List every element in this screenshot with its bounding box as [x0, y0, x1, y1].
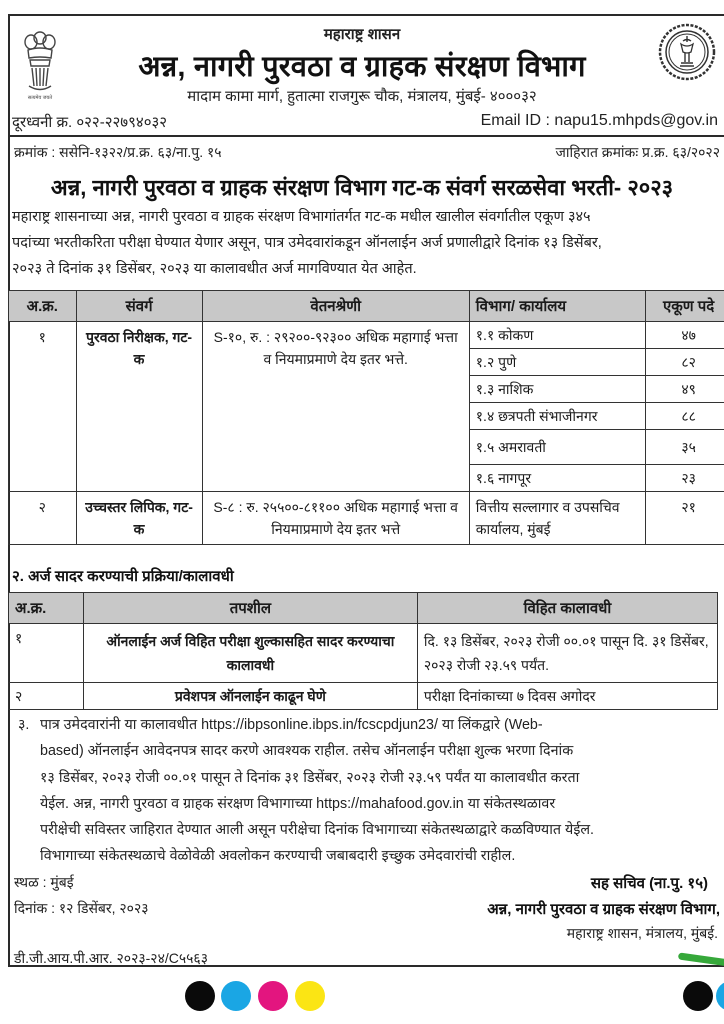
section-3-line: परीक्षेची सविस्तर जाहिरात देण्यात आली असून परीक्षेचा दिनांक विभागाच्या संकेतस्थळाद्वारे कळविण्यात येईल.	[40, 822, 595, 839]
table-row	[9, 492, 724, 545]
cell-office: १.३ नाशिक	[469, 376, 645, 403]
print-dot-black	[185, 981, 215, 1011]
intro-paragraph	[12, 204, 720, 282]
government-name: महाराष्ट्र शासन	[323, 26, 401, 43]
intro-line: २०२३ ते दिनांक ३१ डिसेंबर, २०२३ या कालावधीत अर्ज मागविण्यात येत आहेत.	[12, 261, 417, 277]
cell-posts: ३५	[646, 430, 724, 465]
header-divider	[8, 135, 724, 137]
section-2-title: २. अर्ज सादर करण्याची प्रक्रिया/कालावधी	[12, 568, 234, 585]
signatory-department: अन्न, नागरी पुरवठा व ग्राहक संरक्षण विभाग,	[487, 901, 720, 918]
print-dot-magenta	[258, 981, 288, 1011]
cell-posts: ४९	[646, 376, 724, 403]
cell-cadre: उच्चस्तर लिपिक, गट-क	[76, 492, 202, 545]
cell-sr: २	[9, 683, 84, 710]
cell-pay-scale: S-१०, रु. : २९२००-९२३०० अधिक महागाई भत्ता व नियमाप्रमाणे देय इतर भत्ते.	[202, 322, 469, 492]
section-3-line: १३ डिसेंबर, २०२३ रोजी ००.०१ पासून ते दिनांक ३१ डिसेंबर, २०२३ रोजी २३.५९ पर्यंत या कालावधीत करता	[40, 769, 580, 786]
signatory-location: महाराष्ट्र शासन, मंत्रालय, मुंबई.	[566, 925, 718, 941]
intro-line: पदांच्या भरतीकरिता परीक्षा घेण्यात येणार असून, पात्र उमेदवारांकडून ऑनलाईन अर्ज प्रणालीद्वारे दिनांक १३ डिसेंबर,	[12, 235, 602, 251]
section-3-number: ३.	[18, 717, 30, 733]
cell-detail: ऑनलाईन अर्ज विहित परीक्षा शुल्कासहित सादर करण्याचा कालावधी	[83, 624, 417, 683]
signatory-title: सह सचिव (ना.पु. १५)	[590, 875, 708, 892]
column-header-sr: अ.क्र.	[9, 291, 77, 322]
department-address: मादाम कामा मार्ग, हुतात्मा राजगुरू चौक, मंत्रालय, मुंबई- ४०००३२	[187, 88, 537, 105]
cell-posts: २१	[646, 492, 724, 545]
table-header-row	[9, 593, 718, 624]
advertisement-number: जाहिरात क्रमांकः प्र.क्र. ६३/२०२२	[555, 144, 720, 160]
column-header-pay-scale: वेतनश्रेणी	[202, 291, 469, 322]
department-title: अन्न, नागरी पुरवठा व ग्राहक संरक्षण विभाग	[138, 51, 586, 83]
cell-sr: १	[9, 322, 77, 492]
section-3-paragraph	[18, 712, 718, 870]
intro-line: महाराष्ट्र शासनाच्या अन्न, नागरी पुरवठा व ग्राहक संरक्षण विभागांतर्गत गट-क मधील खालील संवर्गातील एकूण ३४५	[12, 209, 591, 225]
dgipr-number: डी.जी.आय.पी.आर. २०२३-२४/C५५६३	[14, 950, 208, 966]
column-header-cadre: संवर्ग	[76, 291, 202, 322]
print-dot-cyan	[716, 981, 724, 1011]
cell-office: १.१ कोकण	[469, 322, 645, 349]
table-header-row	[9, 291, 724, 322]
print-dot-cyan	[221, 981, 251, 1011]
cell-office: १.५ अमरावती	[469, 430, 645, 465]
table-row	[9, 683, 718, 710]
cell-sr: १	[9, 624, 84, 683]
recruitment-heading: अन्न, नागरी पुरवठा व ग्राहक संरक्षण विभाग गट-क संवर्ग सरळसेवा भरती- २०२३	[50, 175, 674, 200]
cell-posts: २३	[646, 465, 724, 492]
email-address[interactable]: Email ID : napu15.mhpds@gov.in	[480, 112, 718, 129]
issue-date: दिनांक : १२ डिसेंबर, २०२३	[14, 900, 149, 916]
section-3-line: विभागाच्या संकेतस्थळाचे वेळोवेळी अवलोकन करण्याची जबाबदारी इच्छुक उमेदवारांची राहील.	[40, 848, 516, 865]
column-header-office: विभाग/ कार्यालय	[469, 291, 645, 322]
cell-posts: ४७	[646, 322, 724, 349]
phone-number: दूरध्वनी क्र. ०२२-२२७९४०३२	[12, 114, 168, 131]
section-3-line: based) ऑनलाईन आवेदनपत्र सादर करणे आवश्यक राहील. तसेच ऑनलाईन परीक्षा शुल्क भरणा दिनांक	[40, 743, 574, 760]
column-header-sr: अ.क्र.	[9, 593, 84, 624]
print-dot-black	[683, 981, 713, 1011]
place: स्थळ : मुंबई	[14, 874, 74, 890]
section-3-line[interactable]: पात्र उमेदवारांनी या कालावधीत https://ibpsonline.ibps.in/fcscpdjun23/ या लिंकद्वारे (Web-	[40, 717, 543, 733]
emblem-motto: सत्यमेव जयते	[27, 95, 53, 101]
column-header-detail: तपशील	[83, 593, 417, 624]
cell-office: १.४ छत्रपती संभाजीनगर	[469, 403, 645, 430]
cell-period: परीक्षा दिनांकाच्या ७ दिवस अगोदर	[417, 683, 717, 710]
cell-office: वित्तीय सल्लागार व उपसचिव कार्यालय, मुंबई	[469, 492, 645, 545]
cell-posts: ८२	[646, 349, 724, 376]
section-3-line[interactable]: येईल. अन्न, नागरी पुरवठा व ग्राहक संरक्षण विभागाच्या https://mahafood.gov.in या संकेतस्थळावर	[40, 795, 556, 812]
reference-number: क्रमांक : ससेनि-१३२२/प्र.क्र. ६३/ना.पु. १५	[14, 144, 222, 160]
cell-office: १.२ पुणे	[469, 349, 645, 376]
cell-office: १.६ नागपूर	[469, 465, 645, 492]
posts-table	[8, 290, 724, 545]
table-row	[9, 624, 718, 683]
table-row	[9, 322, 724, 349]
print-dot-yellow	[295, 981, 325, 1011]
column-header-posts: एकूण पदे	[646, 291, 724, 322]
cell-posts: ८८	[646, 403, 724, 430]
application-schedule-table	[8, 592, 718, 710]
cell-period: दि. १३ डिसेंबर, २०२३ रोजी ००.०१ पासून दि. ३१ डिसेंबर, २०२३ रोजी २३.५९ पर्यंत.	[417, 624, 717, 683]
cell-pay-scale: S-८ : रु. २५५००-८११०० अधिक महागाई भत्ता व नियमाप्रमाणे देय इतर भत्ते	[202, 492, 469, 545]
cell-detail: प्रवेशपत्र ऑनलाईन काढून घेणे	[83, 683, 417, 710]
cell-cadre: पुरवठा निरीक्षक, गट-क	[76, 322, 202, 492]
column-header-period: विहित कालावधी	[417, 593, 717, 624]
cell-sr: २	[9, 492, 77, 545]
